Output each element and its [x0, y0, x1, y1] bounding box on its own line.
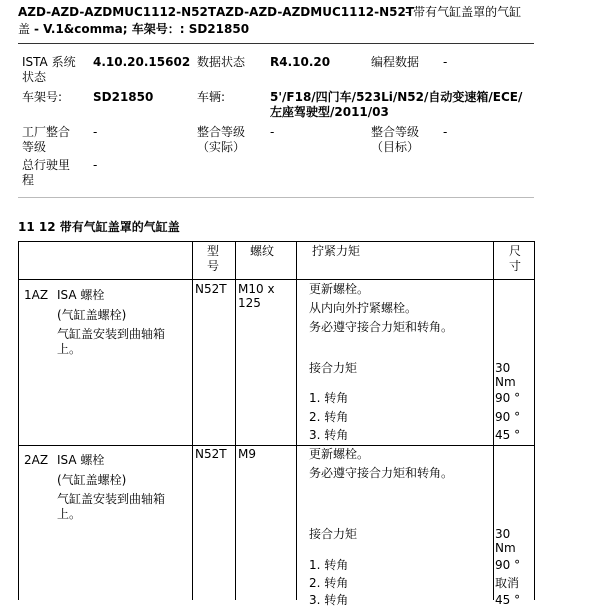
row-joint-unit: Nm — [495, 541, 516, 555]
table-row-divider — [18, 445, 534, 446]
row-id: 1AZ — [24, 288, 49, 302]
row-thread-2: 125 — [238, 296, 261, 310]
row-angle-1-label: 1. 转角 — [309, 558, 349, 572]
factory-level-label: 工厂整合 — [22, 125, 71, 139]
header-title-cn: - 带有气缸盖罩的气缸 — [405, 5, 522, 19]
header-unit: 尺 — [509, 244, 522, 258]
header-version-vin: - V.1&comma; 车架号：: SD21850 — [34, 22, 250, 36]
row-thread: M9 — [238, 447, 256, 461]
header-code-1: AZD-AZD-AZDMUC1112-N52T — [18, 5, 217, 19]
table-col-divider-unit — [493, 241, 494, 600]
header-divider — [18, 43, 534, 44]
table-col-divider-thread — [235, 241, 236, 600]
row-angle-2-label: 2. 转角 — [309, 410, 349, 424]
mileage-label-2: 程 — [22, 173, 35, 187]
factory-level-label-2: 等级 — [22, 140, 47, 154]
row-desc-3: 气缸盖安装到曲轴箱 — [57, 327, 166, 341]
row-angle-3-value: 45 ° — [495, 428, 521, 442]
row-angle-2-label: 2. 转角 — [309, 576, 349, 590]
row-angle-1-label: 1. 转角 — [309, 391, 349, 405]
section-title: 11 12 带有气缸盖罩的气缸盖 — [18, 220, 180, 234]
row-angle-1-value: 90 ° — [495, 558, 521, 572]
row-joint-value: 30 — [495, 361, 511, 375]
mileage-label: 总行驶里 — [22, 158, 71, 172]
header-torque: 拧紧力矩 — [312, 244, 361, 258]
vin-label: 车架号: — [22, 90, 63, 104]
actual-level-label-2: （实际） — [197, 140, 246, 154]
header-thread: 螺纹 — [250, 244, 275, 258]
table-header-divider — [18, 279, 534, 280]
vehicle-value-2: 左座驾驶型/2011/03 — [270, 105, 389, 119]
data-status-label: 数据状态 — [197, 55, 246, 69]
actual-level-value: - — [270, 125, 275, 139]
row-desc-3: 气缸盖安装到曲轴箱 — [57, 492, 166, 506]
vehicle-value: 5'/F18/四门车/523Li/N52/自动变速箱/ECE/ — [270, 90, 523, 104]
row-thread: M10 x — [238, 282, 275, 296]
target-level-label: 整合等级 — [371, 125, 420, 139]
row-instruction: 更新螺栓。 — [309, 447, 370, 461]
target-level-value: - — [443, 125, 448, 139]
row-type: N52T — [195, 282, 227, 296]
row-joint-label: 接合力矩 — [309, 527, 358, 541]
row-angle-3-label: 3. 转角 — [309, 593, 349, 607]
header-code-2: AZD-AZD-AZDMUC1112-N52T — [216, 5, 415, 19]
row-instruction-2: 从内向外拧紧螺栓。 — [309, 301, 418, 315]
row-id: 2AZ — [24, 453, 49, 467]
row-joint-unit: Nm — [495, 375, 516, 389]
row-desc: ISA 螺栓 — [57, 288, 105, 302]
table-border-top — [18, 241, 534, 242]
vehicle-label: 车辆: — [197, 90, 226, 104]
info-divider — [18, 197, 534, 198]
ista-label-2: 状态 — [22, 70, 47, 84]
table-border-right — [534, 241, 535, 600]
row-desc: ISA 螺栓 — [57, 453, 105, 467]
row-desc-4: 上。 — [57, 507, 82, 521]
header-type-2: 号 — [207, 259, 220, 273]
actual-level-label: 整合等级 — [197, 125, 246, 139]
table-col-divider-type — [192, 241, 193, 600]
row-angle-1-value: 90 ° — [495, 391, 521, 405]
header-unit-2: 寸 — [509, 259, 522, 273]
ista-value: 4.10.20.15602 — [93, 55, 191, 69]
data-status-value: R4.10.20 — [270, 55, 331, 69]
mileage-value: - — [93, 158, 98, 172]
row-type: N52T — [195, 447, 227, 461]
row-instruction-2: 务必遵守接合力矩和转角。 — [309, 466, 454, 480]
factory-level-value: - — [93, 125, 98, 139]
vin-value: SD21850 — [93, 90, 154, 104]
table-col-divider-torque — [296, 241, 297, 600]
row-angle-2-value: 90 ° — [495, 410, 521, 424]
row-angle-2-value: 取消 — [495, 576, 520, 590]
header-type: 型 — [207, 244, 220, 258]
row-desc-2: (气缸盖螺栓) — [57, 308, 127, 322]
row-joint-label: 接合力矩 — [309, 361, 358, 375]
row-angle-3-value: 45 ° — [495, 593, 521, 607]
header-title-cn-2: 盖 — [18, 22, 31, 36]
ista-label: ISTA 系统 — [22, 55, 76, 69]
prog-data-label: 编程数据 — [371, 55, 420, 69]
row-angle-3-label: 3. 转角 — [309, 428, 349, 442]
target-level-label-2: （目标） — [371, 140, 420, 154]
row-desc-2: (气缸盖螺栓) — [57, 473, 127, 487]
prog-data-value: - — [443, 55, 448, 69]
row-instruction-3: 务必遵守接合力矩和转角。 — [309, 320, 454, 334]
table-border-left — [18, 241, 19, 600]
row-instruction: 更新螺栓。 — [309, 282, 370, 296]
row-joint-value: 30 — [495, 527, 511, 541]
row-desc-4: 上。 — [57, 342, 82, 356]
